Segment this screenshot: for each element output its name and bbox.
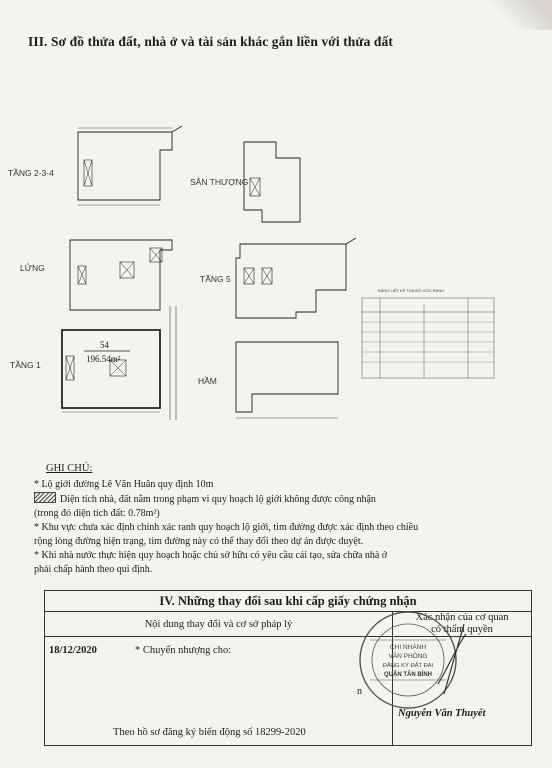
label-san-thuong: SÂN THƯỢNG: [190, 177, 249, 187]
parcel-number: 54: [100, 340, 109, 350]
label-tang-234: TẦNG 2-3-4: [8, 168, 54, 178]
dossier-ref: Theo hồ sơ đăng ký biến động số 18299-2020: [113, 727, 306, 738]
svg-text:ĐĂNG KÝ ĐẤT ĐAI: ĐĂNG KÝ ĐẤT ĐAI: [382, 663, 434, 669]
notes-block: [34, 478, 534, 577]
parcel-area: 196.54m²: [86, 354, 121, 364]
plan-tang-234: [78, 126, 182, 205]
handwritten-n: n: [357, 686, 362, 697]
section-4-title: IV. Những thay đổi sau khi cấp giấy chứng nhận: [45, 591, 532, 612]
plan-tang-5: [236, 238, 356, 318]
note-line-7: phải chấp hành theo qui định.: [34, 564, 153, 575]
note-line-2: Diện tích nhà, đất nằm trong phạm vi quy hoạch lộ giới không được công nhận: [34, 492, 534, 507]
label-lung: LỬNG: [20, 263, 45, 273]
svg-text:CHI NHÁNH: CHI NHÁNH: [389, 644, 427, 651]
note-line-3: (trong đó diện tích đất: 0.78m²): [34, 508, 160, 519]
official-stamp: [340, 604, 480, 716]
plan-san-thuong: [244, 142, 300, 222]
note-line-6: * Khi nhà nước thực hiện quy hoạch hoặc chủ sở hữu có yêu cầu cải tạo, sửa chữa nhà ở: [34, 550, 388, 561]
entry-date: 18/12/2020: [49, 645, 97, 656]
section-3-title: III. Sơ đồ thửa đất, nhà ở và tài sản khác gắn liền với thửa đất: [28, 34, 393, 49]
coord-table-title: BẢNG LIỆT KÊ TỌA ĐỘ GÓC RANH: [378, 288, 445, 293]
plan-ham: [236, 342, 338, 418]
note-line-1: * Lộ giới đường Lê Văn Huân quy định 10m: [34, 479, 214, 490]
label-ham: HẦM: [198, 376, 217, 386]
note-line-5: rộng lòng đường hiện trạng, tim đường này có thể thay đổi theo dự án được duyệt.: [34, 536, 364, 547]
svg-text:VĂN PHÒNG: VĂN PHÒNG: [388, 653, 428, 660]
notes-heading: GHI CHÚ:: [46, 463, 93, 474]
label-tang-5: TẦNG 5: [200, 274, 231, 284]
note-line-4: * Khu vực chưa xác định chính xác ranh quy hoạch lộ giới, tim đường được xác định theo chiều: [34, 522, 419, 533]
entry-text: * Chuyển nhượng cho:: [135, 645, 232, 656]
col-content-header: Nội dung thay đổi và cơ sở pháp lý: [45, 612, 393, 637]
coordinate-table: [362, 298, 494, 378]
hatch-legend-icon: [34, 492, 56, 503]
plan-lung: [70, 240, 172, 310]
signer-name: Nguyễn Văn Thuyết: [398, 708, 486, 719]
svg-text:QUẬN TÂN BÌNH: QUẬN TÂN BÌNH: [384, 672, 432, 678]
label-tang-1: TẦNG 1: [10, 360, 41, 370]
col-confirm-header: Xác nhận của cơ quan có thẩm quyền: [393, 612, 532, 637]
